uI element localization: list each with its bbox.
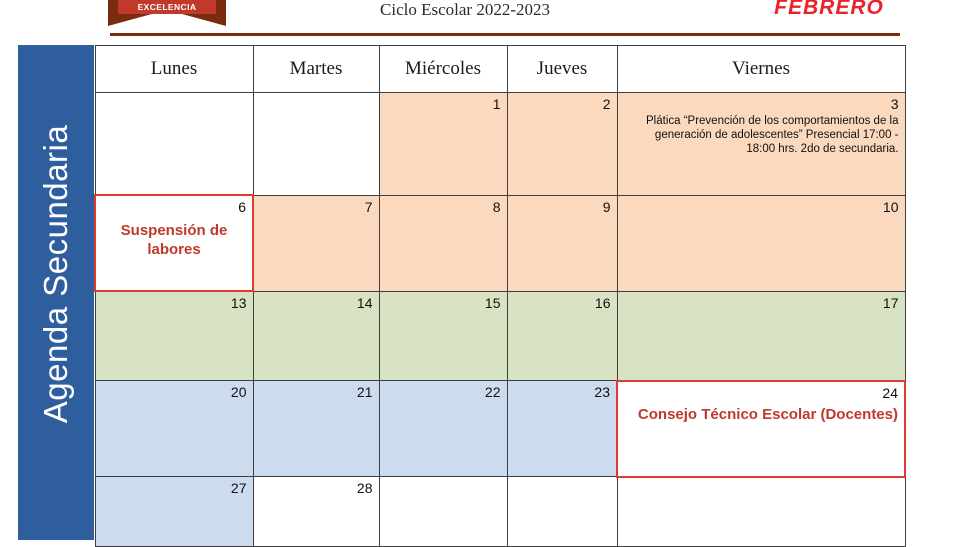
day-number: 10 — [882, 198, 899, 215]
day-number: 20 — [230, 384, 247, 400]
calendar-cell[interactable] — [507, 291, 617, 381]
calendar-cell[interactable] — [95, 93, 253, 196]
day-number: 6 — [238, 199, 246, 215]
calendar-cell[interactable] — [379, 291, 507, 381]
month-logo-label: FEBRERO — [774, 0, 884, 19]
calendar-cell[interactable] — [253, 93, 379, 196]
day-number: 16 — [594, 294, 611, 311]
day-number: 27 — [230, 480, 247, 496]
header-divider — [110, 33, 900, 36]
day-number: 3 — [890, 96, 899, 112]
calendar-cell[interactable] — [95, 195, 253, 291]
calendar-cell[interactable] — [617, 381, 905, 477]
calendar-cell[interactable] — [379, 93, 507, 196]
calendar-cell[interactable] — [379, 477, 507, 547]
day-number: 14 — [356, 294, 373, 311]
page-header — [0, 0, 960, 38]
calendar-week-row — [95, 477, 905, 547]
day-number: 21 — [356, 384, 373, 400]
excelencia-label: EXCELENCIA — [137, 2, 197, 12]
day-number: 23 — [594, 384, 610, 400]
calendar-cell[interactable] — [253, 381, 379, 477]
column-header-jueves: Jueves — [507, 46, 617, 93]
event-note: Plática “Prevención de los comportamientos de la generación de adolescentes” Presencial 17:00 - 18:00 hrs. 2do de secundaria. — [646, 115, 899, 155]
day-number: 1 — [492, 96, 501, 112]
calendar-header-row — [95, 46, 905, 93]
day-number: 28 — [356, 480, 373, 496]
day-number: 24 — [882, 384, 898, 401]
calendar-week-row — [95, 195, 905, 291]
column-header-martes: Martes — [253, 46, 379, 93]
calendar-week-row — [95, 291, 905, 381]
calendar-week-row — [95, 381, 905, 477]
calendar-cell[interactable] — [507, 477, 617, 547]
day-number: 17 — [882, 294, 899, 311]
column-header-miercoles: Miércoles — [379, 46, 507, 93]
calendar-table — [94, 45, 906, 547]
event-note: Consejo Técnico Escolar (Docentes) — [637, 405, 898, 423]
day-number: 13 — [230, 295, 247, 311]
calendar-cell[interactable] — [253, 195, 379, 291]
calendar-cell[interactable] — [617, 291, 905, 381]
column-header-lunes: Lunes — [95, 46, 253, 93]
calendar-cell[interactable] — [507, 381, 617, 477]
calendar-cell[interactable] — [617, 93, 905, 196]
calendar-cell[interactable] — [507, 93, 617, 196]
event-note: Suspensión de labores — [120, 222, 228, 258]
calendar-cell[interactable] — [617, 195, 905, 291]
day-number: 7 — [364, 198, 373, 215]
day-number: 9 — [602, 198, 611, 215]
calendar-cell[interactable] — [95, 477, 253, 547]
calendar-cell[interactable] — [379, 381, 507, 477]
calendar-cell[interactable] — [253, 291, 379, 381]
calendar-cell[interactable] — [95, 381, 253, 477]
calendar-cell[interactable] — [507, 195, 617, 291]
page-title: Ciclo Escolar 2022-2023 — [380, 0, 550, 19]
calendar-cell[interactable] — [253, 477, 379, 547]
calendar-week-row — [95, 93, 905, 196]
column-header-viernes: Viernes — [617, 46, 905, 93]
day-number: 8 — [492, 198, 501, 215]
calendar-cell[interactable] — [379, 195, 507, 291]
day-number: 22 — [484, 384, 501, 400]
day-number: 15 — [484, 294, 501, 311]
day-number: 2 — [602, 96, 611, 112]
calendar-cell[interactable] — [95, 291, 253, 381]
calendar-cell[interactable] — [617, 477, 905, 547]
sidebar-agenda-band — [18, 45, 94, 540]
sidebar-agenda-label: Agenda Secundaria — [37, 124, 74, 424]
